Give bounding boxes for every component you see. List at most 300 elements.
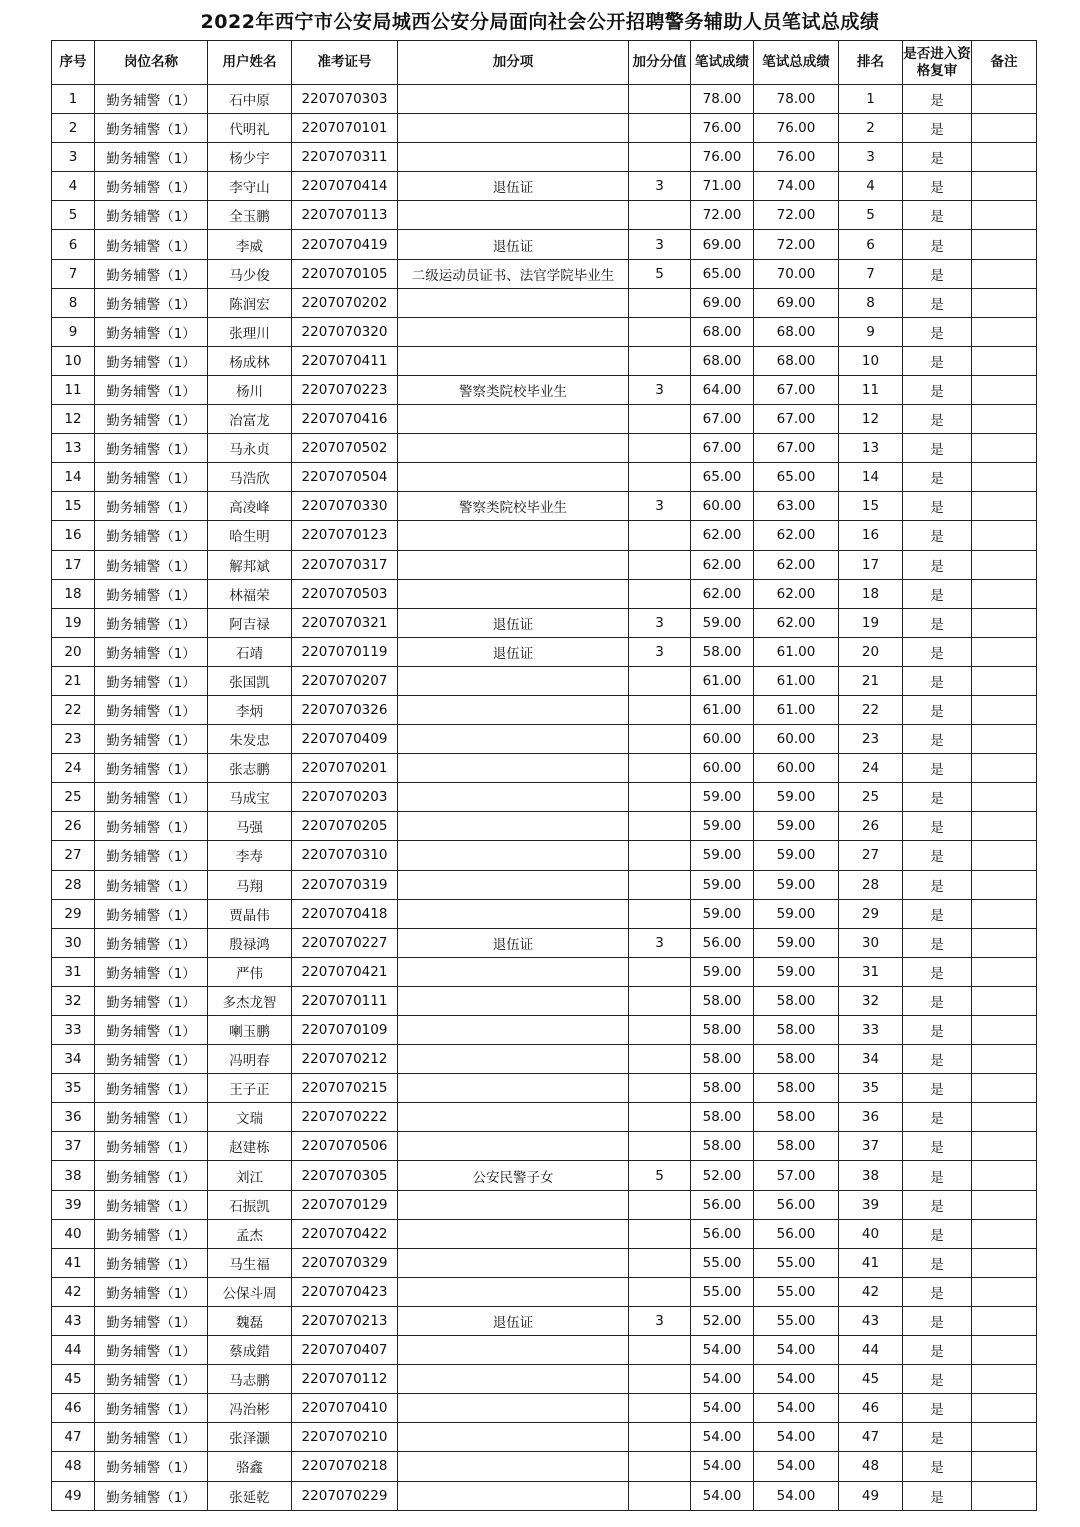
cell-bonus-points <box>629 114 691 143</box>
cell-bonus-points <box>629 463 691 492</box>
cell-written-score: 56.00 <box>691 1190 754 1219</box>
cell-total-score: 72.00 <box>754 230 839 259</box>
cell-rank: 13 <box>839 434 903 463</box>
cell-index: 37 <box>52 1132 95 1161</box>
cell-bonus-points <box>629 405 691 434</box>
cell-rank: 33 <box>839 1016 903 1045</box>
cell-position: 勤务辅警（1） <box>95 317 208 346</box>
cell-total-score: 68.00 <box>754 346 839 375</box>
cell-remarks <box>972 1423 1037 1452</box>
cell-bonus-item <box>398 317 629 346</box>
cell-position: 勤务辅警（1） <box>95 1190 208 1219</box>
cell-qualified: 是 <box>903 346 972 375</box>
table-row <box>52 1074 1037 1103</box>
cell-bonus-points <box>629 346 691 375</box>
table-row <box>52 725 1037 754</box>
cell-qualified: 是 <box>903 434 972 463</box>
cell-position: 勤务辅警（1） <box>95 870 208 899</box>
cell-total-score: 78.00 <box>754 85 839 114</box>
cell-name: 冯治彬 <box>208 1394 292 1423</box>
cell-written-score: 58.00 <box>691 637 754 666</box>
cell-index: 8 <box>52 288 95 317</box>
cell-exam-id: 2207070310 <box>292 841 398 870</box>
header-exam-id: 准考证号 <box>292 41 398 85</box>
header-total-score: 笔试总成绩 <box>754 41 839 85</box>
cell-exam-id: 2207070112 <box>292 1365 398 1394</box>
cell-written-score: 59.00 <box>691 812 754 841</box>
header-remarks: 备注 <box>972 41 1037 85</box>
cell-written-score: 52.00 <box>691 1161 754 1190</box>
header-index: 序号 <box>52 41 95 85</box>
cell-exam-id: 2207070229 <box>292 1481 398 1510</box>
cell-exam-id: 2207070409 <box>292 725 398 754</box>
cell-qualified: 是 <box>903 666 972 695</box>
cell-rank: 2 <box>839 114 903 143</box>
cell-written-score: 58.00 <box>691 1016 754 1045</box>
cell-position: 勤务辅警（1） <box>95 114 208 143</box>
cell-exam-id: 2207070410 <box>292 1394 398 1423</box>
cell-remarks <box>972 695 1037 724</box>
cell-total-score: 69.00 <box>754 288 839 317</box>
cell-bonus-item <box>398 114 629 143</box>
cell-index: 1 <box>52 85 95 114</box>
cell-name: 马少俊 <box>208 259 292 288</box>
cell-bonus-item <box>398 1394 629 1423</box>
cell-exam-id: 2207070503 <box>292 579 398 608</box>
cell-remarks <box>972 1481 1037 1510</box>
cell-rank: 11 <box>839 375 903 404</box>
cell-index: 33 <box>52 1016 95 1045</box>
cell-rank: 5 <box>839 201 903 230</box>
cell-written-score: 60.00 <box>691 754 754 783</box>
cell-total-score: 58.00 <box>754 1016 839 1045</box>
cell-qualified: 是 <box>903 172 972 201</box>
table-row <box>52 172 1037 201</box>
cell-remarks <box>972 230 1037 259</box>
cell-name: 马强 <box>208 812 292 841</box>
cell-name: 孟杰 <box>208 1219 292 1248</box>
cell-qualified: 是 <box>903 812 972 841</box>
cell-remarks <box>972 1103 1037 1132</box>
cell-bonus-points <box>629 812 691 841</box>
cell-bonus-points: 3 <box>629 1306 691 1335</box>
cell-remarks <box>972 725 1037 754</box>
cell-bonus-item <box>398 1190 629 1219</box>
cell-written-score: 65.00 <box>691 463 754 492</box>
cell-index: 42 <box>52 1277 95 1306</box>
cell-exam-id: 2207070419 <box>292 230 398 259</box>
cell-remarks <box>972 1277 1037 1306</box>
cell-qualified: 是 <box>903 783 972 812</box>
cell-remarks <box>972 521 1037 550</box>
cell-qualified: 是 <box>903 85 972 114</box>
cell-total-score: 59.00 <box>754 957 839 986</box>
cell-total-score: 62.00 <box>754 608 839 637</box>
cell-qualified: 是 <box>903 928 972 957</box>
cell-qualified: 是 <box>903 579 972 608</box>
cell-bonus-points <box>629 1452 691 1481</box>
cell-qualified: 是 <box>903 230 972 259</box>
cell-exam-id: 2207070205 <box>292 812 398 841</box>
cell-remarks <box>972 288 1037 317</box>
cell-total-score: 54.00 <box>754 1365 839 1394</box>
cell-rank: 25 <box>839 783 903 812</box>
cell-index: 32 <box>52 986 95 1015</box>
cell-qualified: 是 <box>903 114 972 143</box>
cell-qualified: 是 <box>903 1452 972 1481</box>
cell-qualified: 是 <box>903 695 972 724</box>
cell-written-score: 59.00 <box>691 899 754 928</box>
cell-qualified: 是 <box>903 986 972 1015</box>
cell-name: 马成宝 <box>208 783 292 812</box>
cell-qualified: 是 <box>903 870 972 899</box>
cell-index: 20 <box>52 637 95 666</box>
table-row <box>52 1045 1037 1074</box>
cell-qualified: 是 <box>903 288 972 317</box>
cell-remarks <box>972 841 1037 870</box>
cell-index: 49 <box>52 1481 95 1510</box>
cell-written-score: 59.00 <box>691 608 754 637</box>
cell-index: 5 <box>52 201 95 230</box>
cell-rank: 21 <box>839 666 903 695</box>
cell-bonus-points: 3 <box>629 172 691 201</box>
cell-bonus-points <box>629 579 691 608</box>
cell-position: 勤务辅警（1） <box>95 1365 208 1394</box>
cell-qualified: 是 <box>903 1306 972 1335</box>
cell-written-score: 68.00 <box>691 317 754 346</box>
cell-written-score: 69.00 <box>691 230 754 259</box>
cell-remarks <box>972 201 1037 230</box>
cell-written-score: 56.00 <box>691 1219 754 1248</box>
cell-qualified: 是 <box>903 1161 972 1190</box>
table-row <box>52 346 1037 375</box>
table-row <box>52 637 1037 666</box>
cell-remarks <box>972 492 1037 521</box>
cell-written-score: 61.00 <box>691 695 754 724</box>
cell-rank: 37 <box>839 1132 903 1161</box>
cell-index: 9 <box>52 317 95 346</box>
table-row <box>52 259 1037 288</box>
cell-exam-id: 2207070305 <box>292 1161 398 1190</box>
cell-rank: 38 <box>839 1161 903 1190</box>
cell-total-score: 65.00 <box>754 463 839 492</box>
cell-remarks <box>972 114 1037 143</box>
cell-bonus-item <box>398 783 629 812</box>
cell-position: 勤务辅警（1） <box>95 521 208 550</box>
cell-rank: 1 <box>839 85 903 114</box>
table-row <box>52 1336 1037 1365</box>
cell-exam-id: 2207070212 <box>292 1045 398 1074</box>
cell-index: 34 <box>52 1045 95 1074</box>
cell-index: 48 <box>52 1452 95 1481</box>
table-row <box>52 230 1037 259</box>
cell-written-score: 62.00 <box>691 550 754 579</box>
cell-written-score: 54.00 <box>691 1452 754 1481</box>
cell-written-score: 56.00 <box>691 928 754 957</box>
cell-rank: 15 <box>839 492 903 521</box>
cell-name: 贾晶伟 <box>208 899 292 928</box>
cell-remarks <box>972 1074 1037 1103</box>
table-row <box>52 1423 1037 1452</box>
cell-index: 2 <box>52 114 95 143</box>
cell-exam-id: 2207070421 <box>292 957 398 986</box>
cell-index: 31 <box>52 957 95 986</box>
cell-name: 林福荣 <box>208 579 292 608</box>
cell-qualified: 是 <box>903 375 972 404</box>
cell-position: 勤务辅警（1） <box>95 1394 208 1423</box>
cell-written-score: 62.00 <box>691 521 754 550</box>
cell-rank: 12 <box>839 405 903 434</box>
cell-total-score: 54.00 <box>754 1481 839 1510</box>
cell-index: 39 <box>52 1190 95 1219</box>
cell-position: 勤务辅警（1） <box>95 201 208 230</box>
table-row <box>52 1248 1037 1277</box>
cell-remarks <box>972 405 1037 434</box>
cell-remarks <box>972 754 1037 783</box>
cell-bonus-points: 3 <box>629 608 691 637</box>
cell-bonus-points <box>629 1219 691 1248</box>
cell-total-score: 60.00 <box>754 754 839 783</box>
cell-rank: 43 <box>839 1306 903 1335</box>
cell-rank: 39 <box>839 1190 903 1219</box>
cell-qualified: 是 <box>903 1394 972 1423</box>
table-header <box>52 41 1037 85</box>
cell-rank: 9 <box>839 317 903 346</box>
cell-index: 16 <box>52 521 95 550</box>
cell-qualified: 是 <box>903 1045 972 1074</box>
cell-position: 勤务辅警（1） <box>95 1452 208 1481</box>
cell-exam-id: 2207070109 <box>292 1016 398 1045</box>
cell-rank: 14 <box>839 463 903 492</box>
table-row <box>52 1103 1037 1132</box>
cell-bonus-points <box>629 1481 691 1510</box>
cell-index: 22 <box>52 695 95 724</box>
cell-written-score: 78.00 <box>691 85 754 114</box>
cell-bonus-item <box>398 579 629 608</box>
cell-name: 阿吉禄 <box>208 608 292 637</box>
cell-rank: 18 <box>839 579 903 608</box>
cell-exam-id: 2207070319 <box>292 870 398 899</box>
cell-bonus-points <box>629 1132 691 1161</box>
cell-bonus-item <box>398 841 629 870</box>
cell-written-score: 55.00 <box>691 1277 754 1306</box>
cell-written-score: 55.00 <box>691 1248 754 1277</box>
table-row <box>52 870 1037 899</box>
table-row <box>52 1132 1037 1161</box>
header-rank: 排名 <box>839 41 903 85</box>
cell-written-score: 58.00 <box>691 1074 754 1103</box>
cell-bonus-item <box>398 1016 629 1045</box>
cell-index: 26 <box>52 812 95 841</box>
cell-rank: 23 <box>839 725 903 754</box>
header-position: 岗位名称 <box>95 41 208 85</box>
cell-remarks <box>972 1306 1037 1335</box>
cell-index: 21 <box>52 666 95 695</box>
cell-position: 勤务辅警（1） <box>95 1481 208 1510</box>
cell-exam-id: 2207070113 <box>292 201 398 230</box>
cell-position: 勤务辅警（1） <box>95 375 208 404</box>
cell-position: 勤务辅警（1） <box>95 463 208 492</box>
cell-bonus-points <box>629 85 691 114</box>
table-row <box>52 1277 1037 1306</box>
cell-total-score: 72.00 <box>754 201 839 230</box>
cell-remarks <box>972 434 1037 463</box>
cell-name: 冶富龙 <box>208 405 292 434</box>
table-row <box>52 492 1037 521</box>
cell-name: 马永贞 <box>208 434 292 463</box>
cell-total-score: 55.00 <box>754 1248 839 1277</box>
cell-remarks <box>972 1045 1037 1074</box>
cell-name: 解邦斌 <box>208 550 292 579</box>
cell-exam-id: 2207070418 <box>292 899 398 928</box>
cell-total-score: 58.00 <box>754 986 839 1015</box>
cell-qualified: 是 <box>903 1016 972 1045</box>
cell-total-score: 59.00 <box>754 783 839 812</box>
cell-position: 勤务辅警（1） <box>95 899 208 928</box>
cell-rank: 47 <box>839 1423 903 1452</box>
cell-name: 公保斗周 <box>208 1277 292 1306</box>
table-row <box>52 783 1037 812</box>
cell-name: 马生福 <box>208 1248 292 1277</box>
cell-name: 高凌峰 <box>208 492 292 521</box>
cell-rank: 19 <box>839 608 903 637</box>
cell-position: 勤务辅警（1） <box>95 1248 208 1277</box>
cell-total-score: 58.00 <box>754 1103 839 1132</box>
cell-total-score: 58.00 <box>754 1074 839 1103</box>
cell-bonus-points: 3 <box>629 928 691 957</box>
cell-rank: 4 <box>839 172 903 201</box>
cell-name: 石振凯 <box>208 1190 292 1219</box>
cell-rank: 34 <box>839 1045 903 1074</box>
cell-rank: 32 <box>839 986 903 1015</box>
cell-position: 勤务辅警（1） <box>95 1103 208 1132</box>
cell-total-score: 61.00 <box>754 637 839 666</box>
table-row <box>52 1394 1037 1423</box>
cell-written-score: 54.00 <box>691 1481 754 1510</box>
cell-index: 14 <box>52 463 95 492</box>
table-row <box>52 812 1037 841</box>
cell-qualified: 是 <box>903 317 972 346</box>
cell-written-score: 54.00 <box>691 1423 754 1452</box>
cell-qualified: 是 <box>903 1365 972 1394</box>
cell-bonus-points <box>629 783 691 812</box>
cell-position: 勤务辅警（1） <box>95 608 208 637</box>
cell-remarks <box>972 608 1037 637</box>
cell-bonus-points <box>629 1045 691 1074</box>
cell-written-score: 76.00 <box>691 114 754 143</box>
cell-bonus-points <box>629 1074 691 1103</box>
cell-remarks <box>972 1016 1037 1045</box>
cell-qualified: 是 <box>903 899 972 928</box>
cell-total-score: 61.00 <box>754 666 839 695</box>
cell-total-score: 62.00 <box>754 521 839 550</box>
cell-bonus-points: 3 <box>629 637 691 666</box>
cell-position: 勤务辅警（1） <box>95 754 208 783</box>
cell-position: 勤务辅警（1） <box>95 288 208 317</box>
cell-bonus-item <box>398 754 629 783</box>
cell-bonus-points <box>629 288 691 317</box>
cell-index: 19 <box>52 608 95 637</box>
cell-total-score: 60.00 <box>754 725 839 754</box>
cell-total-score: 54.00 <box>754 1452 839 1481</box>
cell-position: 勤务辅警（1） <box>95 230 208 259</box>
cell-written-score: 60.00 <box>691 492 754 521</box>
table-row <box>52 928 1037 957</box>
cell-bonus-points <box>629 143 691 172</box>
cell-position: 勤务辅警（1） <box>95 259 208 288</box>
cell-exam-id: 2207070317 <box>292 550 398 579</box>
cell-bonus-points <box>629 899 691 928</box>
table-row <box>52 957 1037 986</box>
cell-index: 25 <box>52 783 95 812</box>
cell-position: 勤务辅警（1） <box>95 143 208 172</box>
cell-name: 张理川 <box>208 317 292 346</box>
cell-remarks <box>972 870 1037 899</box>
cell-bonus-points <box>629 1016 691 1045</box>
cell-rank: 46 <box>839 1394 903 1423</box>
cell-bonus-item <box>398 463 629 492</box>
cell-exam-id: 2207070303 <box>292 85 398 114</box>
cell-remarks <box>972 1452 1037 1481</box>
cell-remarks <box>972 172 1037 201</box>
cell-written-score: 54.00 <box>691 1365 754 1394</box>
table-row <box>52 1161 1037 1190</box>
cell-exam-id: 2207070416 <box>292 405 398 434</box>
cell-qualified: 是 <box>903 1074 972 1103</box>
cell-index: 15 <box>52 492 95 521</box>
cell-rank: 24 <box>839 754 903 783</box>
cell-bonus-points: 5 <box>629 259 691 288</box>
cell-rank: 42 <box>839 1277 903 1306</box>
cell-bonus-item: 警察类院校毕业生 <box>398 375 629 404</box>
cell-bonus-item <box>398 899 629 928</box>
table-row <box>52 143 1037 172</box>
cell-index: 28 <box>52 870 95 899</box>
cell-written-score: 52.00 <box>691 1306 754 1335</box>
cell-written-score: 76.00 <box>691 143 754 172</box>
cell-bonus-item <box>398 1277 629 1306</box>
cell-rank: 3 <box>839 143 903 172</box>
cell-exam-id: 2207070101 <box>292 114 398 143</box>
cell-rank: 26 <box>839 812 903 841</box>
cell-name: 李威 <box>208 230 292 259</box>
header-qualified: 是否进入资格复审 <box>903 41 972 85</box>
cell-name: 马翔 <box>208 870 292 899</box>
cell-position: 勤务辅警（1） <box>95 1074 208 1103</box>
cell-qualified: 是 <box>903 1277 972 1306</box>
table-row <box>52 1452 1037 1481</box>
cell-bonus-item <box>398 1103 629 1132</box>
cell-index: 3 <box>52 143 95 172</box>
cell-written-score: 68.00 <box>691 346 754 375</box>
cell-index: 46 <box>52 1394 95 1423</box>
cell-remarks <box>972 375 1037 404</box>
cell-total-score: 59.00 <box>754 841 839 870</box>
cell-exam-id: 2207070215 <box>292 1074 398 1103</box>
cell-position: 勤务辅警（1） <box>95 85 208 114</box>
table-row <box>52 1365 1037 1394</box>
cell-total-score: 68.00 <box>754 317 839 346</box>
cell-written-score: 61.00 <box>691 666 754 695</box>
cell-exam-id: 2207070218 <box>292 1452 398 1481</box>
cell-bonus-item: 退伍证 <box>398 172 629 201</box>
cell-name: 喇玉鹏 <box>208 1016 292 1045</box>
cell-position: 勤务辅警（1） <box>95 172 208 201</box>
cell-position: 勤务辅警（1） <box>95 579 208 608</box>
cell-total-score: 56.00 <box>754 1190 839 1219</box>
table-row <box>52 1016 1037 1045</box>
cell-written-score: 69.00 <box>691 288 754 317</box>
